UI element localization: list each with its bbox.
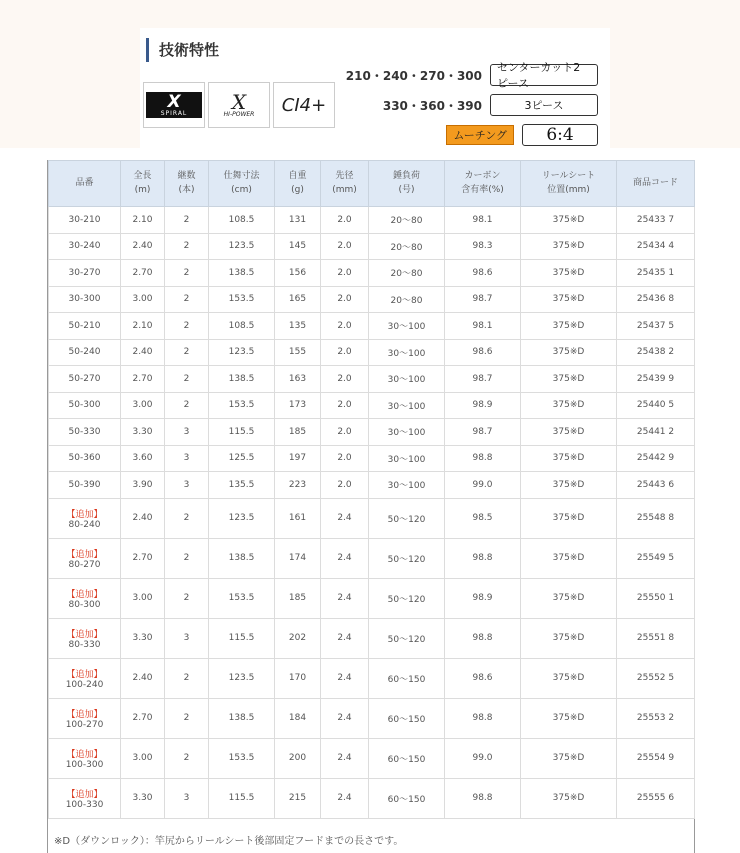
table-cell: 2.4 (321, 738, 369, 778)
table-cell: 135.5 (209, 472, 275, 499)
table-cell: 98.5 (445, 498, 521, 538)
spec-table (48, 160, 695, 819)
added-tag: 【追加】 (66, 589, 103, 600)
table-header-row (49, 161, 695, 207)
model-cell (49, 778, 121, 818)
model-cell (49, 207, 121, 234)
model-cell (49, 260, 121, 287)
model-cell (49, 419, 121, 446)
table-cell: 2.70 (121, 698, 165, 738)
table-row (49, 778, 695, 818)
table-cell: 145 (275, 233, 321, 260)
column-header (209, 161, 275, 207)
ci4-plus-logo (273, 82, 335, 128)
table-cell: 375※D (521, 207, 617, 234)
table-cell: 98.7 (445, 286, 521, 313)
table-cell: 2 (165, 233, 209, 260)
table-cell: 2.0 (321, 260, 369, 287)
table-row (49, 392, 695, 419)
table-cell: 98.6 (445, 658, 521, 698)
table-cell: 375※D (521, 698, 617, 738)
table-cell: 375※D (521, 618, 617, 658)
table-cell: 115.5 (209, 419, 275, 446)
table-cell: 138.5 (209, 538, 275, 578)
column-header (369, 161, 445, 207)
table-cell: 98.8 (445, 618, 521, 658)
x-hipower-text: HI-POWER (223, 111, 255, 118)
table-cell: 375※D (521, 313, 617, 340)
column-header-line: 仕舞寸法 (223, 171, 260, 182)
mooching-label: ムーチング (446, 125, 514, 145)
table-cell: 123.5 (209, 658, 275, 698)
table-cell: 202 (275, 618, 321, 658)
table-cell: 2 (165, 313, 209, 340)
table-row (49, 366, 695, 393)
table-cell: 197 (275, 445, 321, 472)
table-cell: 3 (165, 472, 209, 499)
table-cell: 2 (165, 260, 209, 287)
spec-row-3piece (383, 94, 598, 116)
model-cell (49, 738, 121, 778)
table-cell: 375※D (521, 538, 617, 578)
model-number: 50-330 (68, 426, 101, 437)
table-cell: 2.40 (121, 233, 165, 260)
table-cell: 2.70 (121, 260, 165, 287)
column-header-line: 品番 (75, 177, 94, 188)
table-cell: 153.5 (209, 392, 275, 419)
table-cell: 25440 5 (617, 392, 695, 419)
table-cell: 2 (165, 286, 209, 313)
model-number: 100-270 (65, 719, 104, 730)
x-hipower-logo (208, 82, 270, 128)
table-cell: 375※D (521, 339, 617, 366)
table-cell: 98.7 (445, 366, 521, 393)
table-cell: 98.6 (445, 339, 521, 366)
model-cell (49, 618, 121, 658)
table-cell: 155 (275, 339, 321, 366)
column-header-line: リールシート (541, 171, 596, 182)
tech-features-panel (140, 28, 610, 148)
table-row (49, 339, 695, 366)
table-cell: 25439 9 (617, 366, 695, 393)
table-cell: 375※D (521, 392, 617, 419)
table-cell: 98.1 (445, 207, 521, 234)
table-cell: 108.5 (209, 207, 275, 234)
table-cell: 2 (165, 339, 209, 366)
table-cell: 108.5 (209, 313, 275, 340)
table-cell: 2.40 (121, 498, 165, 538)
table-row (49, 313, 695, 340)
spec-lengths: 330・360・390 (382, 98, 482, 113)
table-cell: 138.5 (209, 698, 275, 738)
table-cell: 3 (165, 445, 209, 472)
table-cell: 50～120 (369, 618, 445, 658)
model-number: 50-210 (68, 320, 101, 331)
table-cell: 375※D (521, 498, 617, 538)
table-cell: 2.0 (321, 313, 369, 340)
table-cell: 223 (275, 472, 321, 499)
table-cell: 2.0 (321, 419, 369, 446)
column-header-line: 自重 (288, 171, 307, 182)
model-number: 50-240 (68, 347, 101, 358)
table-cell: 123.5 (209, 233, 275, 260)
table-cell: 25555 6 (617, 778, 695, 818)
column-header (275, 161, 321, 207)
table-cell: 25436 8 (617, 286, 695, 313)
table-cell: 2.0 (321, 472, 369, 499)
table-cell: 2 (165, 658, 209, 698)
table-cell: 30～100 (369, 472, 445, 499)
table-cell: 25548 8 (617, 498, 695, 538)
model-number: 30-240 (68, 241, 101, 252)
table-cell: 2 (165, 207, 209, 234)
table-row (49, 538, 695, 578)
table-cell: 2.4 (321, 698, 369, 738)
spec-type-box: センターカット2ピース (490, 64, 598, 86)
table-cell: 184 (275, 698, 321, 738)
column-header (617, 161, 695, 207)
table-cell: 375※D (521, 738, 617, 778)
table-cell: 2.0 (321, 207, 369, 234)
table-cell: 2.4 (321, 498, 369, 538)
mooching-row (446, 124, 598, 146)
table-cell: 131 (275, 207, 321, 234)
model-cell (49, 472, 121, 499)
model-cell (49, 392, 121, 419)
table-cell: 375※D (521, 472, 617, 499)
table-cell: 375※D (521, 260, 617, 287)
table-cell: 375※D (521, 578, 617, 618)
table-cell: 98.7 (445, 419, 521, 446)
table-cell: 173 (275, 392, 321, 419)
column-header-line: 全長 (133, 171, 152, 182)
table-cell: 2.0 (321, 286, 369, 313)
table-cell: 60～150 (369, 658, 445, 698)
table-cell: 60～150 (369, 778, 445, 818)
column-header-line: (cm) (231, 184, 252, 195)
model-number: 100-330 (65, 799, 104, 810)
table-cell: 375※D (521, 778, 617, 818)
column-header-line: 先径 (335, 171, 354, 182)
column-header-line: (号) (398, 184, 415, 195)
column-header (121, 161, 165, 207)
added-tag: 【追加】 (66, 789, 103, 800)
table-cell: 30～100 (369, 366, 445, 393)
spec-table-container (47, 160, 695, 853)
model-cell (49, 233, 121, 260)
column-header-line: (m) (134, 184, 151, 195)
model-cell (49, 366, 121, 393)
table-cell: 3.00 (121, 578, 165, 618)
table-cell: 3.30 (121, 419, 165, 446)
table-cell: 2.0 (321, 366, 369, 393)
table-cell: 30～100 (369, 419, 445, 446)
x-spiral-logo (143, 82, 205, 128)
added-tag: 【追加】 (66, 709, 103, 720)
model-number: 100-240 (65, 679, 104, 690)
table-cell: 3.60 (121, 445, 165, 472)
table-cell: 2.4 (321, 578, 369, 618)
spec-row-2piece (345, 61, 598, 90)
table-cell: 3.90 (121, 472, 165, 499)
table-cell: 2.10 (121, 313, 165, 340)
model-cell (49, 313, 121, 340)
model-number: 50-270 (68, 373, 101, 384)
added-tag: 【追加】 (66, 669, 103, 680)
table-cell: 25551 8 (617, 618, 695, 658)
table-row (49, 286, 695, 313)
table-cell: 163 (275, 366, 321, 393)
table-cell: 165 (275, 286, 321, 313)
table-cell: 2.0 (321, 233, 369, 260)
table-cell: 2.4 (321, 658, 369, 698)
model-cell (49, 286, 121, 313)
table-cell: 60～150 (369, 738, 445, 778)
table-cell: 30～100 (369, 392, 445, 419)
footnote: ※D（ダウンロック）：竿尻からリールシート後部固定フードまでの長さです。 (54, 836, 404, 847)
table-cell: 3.00 (121, 392, 165, 419)
table-cell: 3.30 (121, 618, 165, 658)
model-cell (49, 538, 121, 578)
table-cell: 30～100 (369, 445, 445, 472)
table-cell: 2 (165, 538, 209, 578)
table-cell: 2.40 (121, 658, 165, 698)
table-cell: 161 (275, 498, 321, 538)
table-cell: 2.0 (321, 392, 369, 419)
table-cell: 25438 2 (617, 339, 695, 366)
table-row (49, 658, 695, 698)
added-tag: 【追加】 (66, 549, 103, 560)
column-header (165, 161, 209, 207)
table-cell: 2 (165, 366, 209, 393)
table-cell: 30～100 (369, 339, 445, 366)
table-cell: 123.5 (209, 498, 275, 538)
model-number: 100-300 (65, 759, 104, 770)
table-cell: 25554 9 (617, 738, 695, 778)
table-cell: 156 (275, 260, 321, 287)
table-cell: 375※D (521, 658, 617, 698)
table-cell: 3 (165, 778, 209, 818)
table-cell: 98.1 (445, 313, 521, 340)
table-cell: 25441 2 (617, 419, 695, 446)
table-cell: 25434 4 (617, 233, 695, 260)
table-cell: 98.9 (445, 578, 521, 618)
column-header-line: (本) (178, 184, 195, 195)
table-cell: 375※D (521, 366, 617, 393)
table-cell: 2 (165, 738, 209, 778)
table-cell: 2.70 (121, 538, 165, 578)
table-cell: 20～80 (369, 286, 445, 313)
table-cell: 30～100 (369, 313, 445, 340)
table-cell: 3.30 (121, 778, 165, 818)
table-cell: 2.4 (321, 778, 369, 818)
section-title: 技術特性 (146, 38, 219, 62)
table-cell: 98.8 (445, 445, 521, 472)
x-hipower-mark: X (231, 90, 247, 114)
column-header-line: (mm) (332, 184, 357, 195)
table-cell: 153.5 (209, 738, 275, 778)
model-number: 80-270 (68, 559, 101, 570)
table-cell: 2 (165, 392, 209, 419)
model-number: 50-300 (68, 400, 101, 411)
column-header (49, 161, 121, 207)
table-cell: 138.5 (209, 260, 275, 287)
added-tag: 【追加】 (66, 629, 103, 640)
table-cell: 138.5 (209, 366, 275, 393)
model-number: 80-330 (68, 639, 101, 650)
table-row (49, 578, 695, 618)
table-cell: 2.4 (321, 538, 369, 578)
table-cell: 50～120 (369, 498, 445, 538)
table-row (49, 445, 695, 472)
column-header (521, 161, 617, 207)
table-cell: 98.8 (445, 698, 521, 738)
model-number: 80-300 (68, 599, 101, 610)
table-cell: 185 (275, 578, 321, 618)
tech-logos (143, 82, 335, 128)
table-row (49, 207, 695, 234)
table-cell: 98.3 (445, 233, 521, 260)
table-cell: 25433 7 (617, 207, 695, 234)
table-cell: 98.6 (445, 260, 521, 287)
table-cell: 375※D (521, 419, 617, 446)
model-cell (49, 578, 121, 618)
table-cell: 60～150 (369, 698, 445, 738)
model-cell (49, 498, 121, 538)
model-cell (49, 658, 121, 698)
column-header-line: 位置(mm) (547, 184, 590, 195)
table-cell: 375※D (521, 286, 617, 313)
column-header-line: (g) (291, 184, 304, 195)
table-cell: 2 (165, 578, 209, 618)
table-cell: 2.0 (321, 445, 369, 472)
table-cell: 98.8 (445, 778, 521, 818)
column-header-line: カーボン (464, 171, 501, 182)
table-cell: 375※D (521, 445, 617, 472)
table-cell: 2.40 (121, 339, 165, 366)
table-cell: 200 (275, 738, 321, 778)
table-cell: 2.0 (321, 339, 369, 366)
table-cell: 2 (165, 698, 209, 738)
spec-type-box: 3ピース (490, 94, 598, 116)
model-cell (49, 339, 121, 366)
table-cell: 153.5 (209, 578, 275, 618)
table-row (49, 738, 695, 778)
table-row (49, 260, 695, 287)
table-cell: 2 (165, 498, 209, 538)
x-spiral-text: SPIRAL (160, 109, 188, 117)
model-number: 50-390 (68, 479, 101, 490)
table-cell: 170 (275, 658, 321, 698)
table-row (49, 498, 695, 538)
table-cell: 153.5 (209, 286, 275, 313)
table-cell: 135 (275, 313, 321, 340)
added-tag: 【追加】 (66, 509, 103, 520)
model-cell (49, 445, 121, 472)
table-cell: 3 (165, 618, 209, 658)
table-cell: 215 (275, 778, 321, 818)
table-body (49, 207, 695, 819)
table-cell: 174 (275, 538, 321, 578)
table-cell: 115.5 (209, 778, 275, 818)
table-cell: 3.00 (121, 738, 165, 778)
model-number: 30-270 (68, 267, 101, 278)
table-cell: 125.5 (209, 445, 275, 472)
column-header-line: 錘負荷 (392, 171, 420, 182)
table-cell: 25549 5 (617, 538, 695, 578)
table-cell: 20～80 (369, 233, 445, 260)
table-cell: 50～120 (369, 538, 445, 578)
table-cell: 3.00 (121, 286, 165, 313)
table-cell: 25435 1 (617, 260, 695, 287)
spec-lengths: 210・240・270・300 (345, 68, 482, 83)
table-cell: 2.70 (121, 366, 165, 393)
column-header (445, 161, 521, 207)
table-cell: 50～120 (369, 578, 445, 618)
table-cell: 20～80 (369, 207, 445, 234)
model-number: 50-360 (68, 453, 101, 464)
table-cell: 2.4 (321, 618, 369, 658)
table-row (49, 233, 695, 260)
x-spiral-mark: X (167, 91, 181, 112)
table-cell: 99.0 (445, 738, 521, 778)
table-cell: 185 (275, 419, 321, 446)
added-tag: 【追加】 (66, 749, 103, 760)
table-cell: 98.8 (445, 538, 521, 578)
mooching-value: 6:4 (522, 124, 598, 146)
table-cell: 2.10 (121, 207, 165, 234)
ci4-plus-text: CI4+ (281, 94, 327, 116)
table-cell: 3 (165, 419, 209, 446)
table-cell: 25437 5 (617, 313, 695, 340)
table-cell: 25553 2 (617, 698, 695, 738)
column-header-line: 継数 (177, 171, 196, 182)
table-row (49, 419, 695, 446)
table-cell: 115.5 (209, 618, 275, 658)
model-number: 30-210 (68, 214, 101, 225)
model-number: 30-300 (68, 294, 101, 305)
table-cell: 99.0 (445, 472, 521, 499)
table-cell: 25552 5 (617, 658, 695, 698)
table-cell: 25550 1 (617, 578, 695, 618)
table-row (49, 618, 695, 658)
table-cell: 123.5 (209, 339, 275, 366)
table-row (49, 472, 695, 499)
table-cell: 25443 6 (617, 472, 695, 499)
model-number: 80-240 (68, 519, 101, 530)
table-cell: 25442 9 (617, 445, 695, 472)
table-cell: 375※D (521, 233, 617, 260)
table-cell: 20～80 (369, 260, 445, 287)
table-row (49, 698, 695, 738)
model-cell (49, 698, 121, 738)
column-header-line: 含有率(%) (461, 184, 504, 195)
column-header (321, 161, 369, 207)
column-header-line: 商品コード (632, 177, 678, 188)
table-cell: 98.9 (445, 392, 521, 419)
